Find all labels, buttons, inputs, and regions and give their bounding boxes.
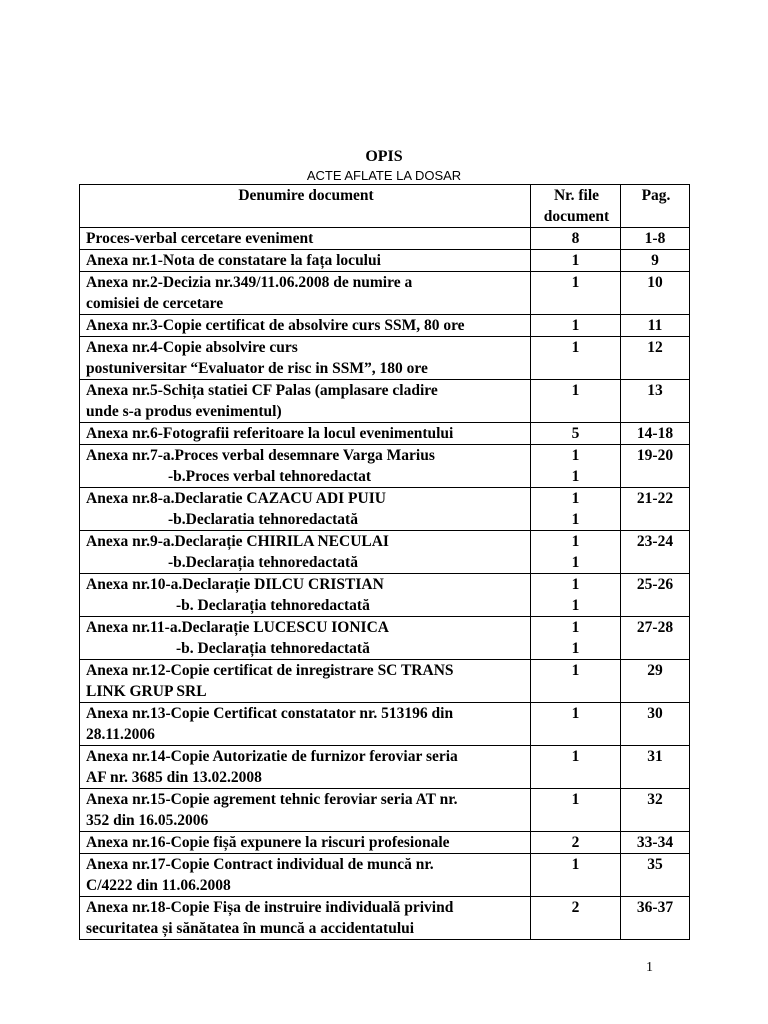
documents-table: [79, 184, 690, 940]
document-name: [80, 617, 531, 660]
table-row: [80, 789, 690, 832]
page-range: 23-24: [621, 531, 690, 574]
table-row: [80, 832, 690, 854]
document-name: [80, 574, 531, 617]
table-row: [80, 272, 690, 315]
file-count: [531, 488, 621, 531]
page-range: 19-20: [621, 445, 690, 488]
table-row: [80, 380, 690, 423]
page-range: 32: [621, 789, 690, 832]
document-name-line2: 352 din 16.05.2006: [86, 812, 209, 829]
page-range: 29: [621, 660, 690, 703]
table-row: [80, 531, 690, 574]
file-count: [531, 445, 621, 488]
file-count: 1: [531, 746, 621, 789]
table-row: [80, 703, 690, 746]
document-name: Anexa nr.1-Nota de constatare la fața locului: [80, 250, 531, 272]
document-name-line2: unde s-a produs evenimentul): [86, 403, 282, 420]
header-file-count-line1: Nr. file: [553, 187, 600, 204]
document-name-line2: securitatea și sănătatea în muncă a accidentatului: [86, 920, 415, 937]
document-name-line2: 28.11.2006: [86, 726, 155, 743]
page-range: 31: [621, 746, 690, 789]
file-count: [531, 531, 621, 574]
file-count: 1: [531, 337, 621, 380]
file-count: 1: [531, 854, 621, 897]
header-document-name: Denumire document: [80, 185, 531, 228]
file-count: 1: [531, 315, 621, 337]
file-count-line1: 1: [571, 619, 580, 636]
table-row: [80, 660, 690, 703]
header-file-count-line2: document: [543, 208, 610, 225]
document-name-line1: Anexa nr.7-a.Proces verbal desemnare Varga Marius: [86, 447, 435, 464]
document-name-line1: Anexa nr.18-Copie Fișa de instruire individuală privind: [86, 899, 454, 916]
page-range: 10: [621, 272, 690, 315]
file-count: 1: [531, 703, 621, 746]
file-count-line1: 1: [571, 533, 580, 550]
document-name-line1: Anexa nr.14-Copie Autorizatie de furnizor feroviar seria: [86, 748, 458, 765]
document-name: [80, 488, 531, 531]
document-name-line1: Anexa nr.15-Copie agrement tehnic feroviar seria AT nr.: [86, 791, 458, 808]
table-row: [80, 423, 690, 445]
table-row: [80, 617, 690, 660]
document-name-line2: postuniversitar “Evaluator de risc in SSM”, 180 ore: [86, 360, 428, 377]
table-row: [80, 337, 690, 380]
file-count: [531, 617, 621, 660]
page-range: 1-8: [621, 228, 690, 250]
file-count: 5: [531, 423, 621, 445]
document-name: [80, 660, 531, 703]
document-name: Anexa nr.16-Copie fișă expunere la riscuri profesionale: [80, 832, 531, 854]
document-name: [80, 445, 531, 488]
file-count-line2: 1: [571, 640, 580, 657]
page-range: 14-18: [621, 423, 690, 445]
document-name-line1: Anexa nr.9-a.Declarație CHIRILA NECULAI: [86, 533, 389, 550]
file-count: [531, 574, 621, 617]
page-range: 12: [621, 337, 690, 380]
document-name: [80, 531, 531, 574]
header-file-count: [531, 185, 621, 228]
file-count: 1: [531, 272, 621, 315]
document-name-line1: Anexa nr.8-a.Declaratie CAZACU ADI PUIU: [86, 490, 386, 507]
file-count-line1: 1: [571, 447, 580, 464]
page-range: 27-28: [621, 617, 690, 660]
file-count-line2: 1: [571, 511, 580, 528]
document-subtitle: ACTE AFLATE LA DOSAR: [306, 168, 462, 183]
page-range: 13: [621, 380, 690, 423]
document-name: [80, 703, 531, 746]
document-title: OPIS: [365, 148, 403, 165]
page-range: 21-22: [621, 488, 690, 531]
table-row: [80, 897, 690, 940]
document-name-line1: Anexa nr.2-Decizia nr.349/11.06.2008 de numire a: [86, 274, 413, 291]
document-name-line2: -b. Declarația tehnoredactată: [176, 640, 370, 657]
document-name-line2: -b.Declaratia tehnoredactată: [168, 511, 358, 528]
file-count: 8: [531, 228, 621, 250]
page-range: 33-34: [621, 832, 690, 854]
table-row: [80, 315, 690, 337]
page-range: 36-37: [621, 897, 690, 940]
header-pages: Pag.: [621, 185, 690, 228]
table-header-row: [80, 185, 690, 228]
document-name-line2: -b.Proces verbal tehnoredactat: [168, 468, 372, 485]
document-name: [80, 272, 531, 315]
document-name-line1: Anexa nr.5-Schița statiei CF Palas (amplasare cladire: [86, 382, 438, 399]
table-row: [80, 854, 690, 897]
page-range: 30: [621, 703, 690, 746]
file-count: 1: [531, 380, 621, 423]
table-row: [80, 574, 690, 617]
document-name-line2: comisiei de cercetare: [86, 295, 224, 312]
file-count: 1: [531, 250, 621, 272]
table-row: [80, 445, 690, 488]
document-name: [80, 897, 531, 940]
document-name: [80, 746, 531, 789]
table-row: [80, 746, 690, 789]
table-row: [80, 250, 690, 272]
document-name: Anexa nr.3-Copie certificat de absolvire curs SSM, 80 ore: [80, 315, 531, 337]
table-row: [80, 488, 690, 531]
page-range: 11: [621, 315, 690, 337]
file-count-line2: 1: [571, 554, 580, 571]
document-name-line1: Anexa nr.13-Copie Certificat constatator nr. 513196 din: [86, 705, 454, 722]
document-name: [80, 854, 531, 897]
document-name-line1: Anexa nr.4-Copie absolvire curs: [86, 339, 298, 356]
file-count-line2: 1: [571, 468, 580, 485]
document-name: [80, 380, 531, 423]
file-count: 1: [531, 660, 621, 703]
file-count: 2: [531, 832, 621, 854]
file-count-line1: 1: [571, 490, 580, 507]
document-name-line1: Anexa nr.12-Copie certificat de inregistrare SC TRANS: [86, 662, 454, 679]
file-count: 1: [531, 789, 621, 832]
file-count: 2: [531, 897, 621, 940]
document-name: [80, 789, 531, 832]
page-range: 9: [621, 250, 690, 272]
page-number: 1: [646, 960, 653, 975]
document-name: Anexa nr.6-Fotografii referitoare la locul evenimentului: [80, 423, 531, 445]
file-count-line2: 1: [571, 597, 580, 614]
document-name-line1: Anexa nr.10-a.Declarație DILCU CRISTIAN: [86, 576, 384, 593]
document-name-line1: Anexa nr.11-a.Declarație LUCESCU IONICA: [86, 619, 389, 636]
document-name-line2: AF nr. 3685 din 13.02.2008: [86, 769, 262, 786]
document-name-line2: -b.Declarația tehnoredactată: [168, 554, 358, 571]
page-range: 35: [621, 854, 690, 897]
table-row: [80, 228, 690, 250]
document-name-line2: LINK GRUP SRL: [86, 683, 207, 700]
page-range: 25-26: [621, 574, 690, 617]
document-name-line2: C/4222 din 11.06.2008: [86, 877, 231, 894]
file-count-line1: 1: [571, 576, 580, 593]
document-name: Proces-verbal cercetare eveniment: [80, 228, 531, 250]
document-name: [80, 337, 531, 380]
document-name-line1: Anexa nr.17-Copie Contract individual de muncă nr.: [86, 856, 434, 873]
document-name-line2: -b. Declarația tehnoredactată: [176, 597, 370, 614]
